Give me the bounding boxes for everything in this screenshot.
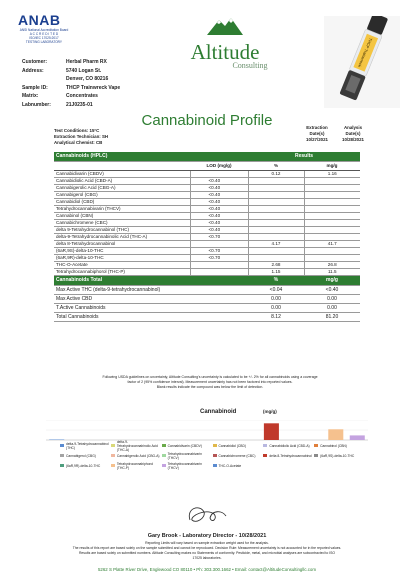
anab-line-1: ANSI National Accreditation Board (19, 28, 69, 32)
mgg-value (304, 178, 360, 185)
chart-title: Cannabinoid (200, 409, 237, 415)
legend-label: Tetrahydrocannabivarin (THCV) (167, 461, 202, 470)
legend-swatch (111, 444, 115, 447)
col-lod: LOD (mg/g) (190, 162, 248, 171)
legend-swatch (263, 444, 267, 447)
percent-value: 0.12 (248, 171, 304, 178)
product-label: THCP Trainwreck (357, 37, 374, 68)
legend-label: Cannabidiolic Acid (CBD-A) (269, 443, 310, 448)
legend-item (111, 453, 160, 458)
mgg-value: 26.8 (304, 262, 360, 269)
legend-swatch (213, 464, 217, 467)
totals-header-label: Cannabinoids Total (54, 276, 248, 286)
cannabinoid-name: delta 8-Tetrahydrocannabinol (54, 241, 190, 248)
mountain-icon (205, 14, 245, 36)
total-percent: 0.00 (248, 304, 304, 313)
table-row (54, 213, 360, 220)
extraction-label-1: Extraction (306, 125, 328, 130)
legend-swatch (162, 464, 166, 467)
total-name: Max Active CBD (54, 295, 248, 304)
table-row (54, 255, 360, 262)
lod-value: <0.40 (190, 206, 248, 213)
table-row (54, 199, 360, 206)
legend-label: THC-O-Acetate (218, 463, 242, 468)
total-name: Max Active THC (delta-9-tetrahydrocannabinol) (54, 286, 248, 295)
total-mgg: 81.20 (304, 313, 360, 322)
legend-label: Cannabigerolic Acid (CBG-A) (116, 453, 160, 458)
chart-unit: (mg/g) (263, 409, 277, 414)
disclaimer-line-1: Reporting Limits will vary based on sample extraction weight used for the analysis. (145, 541, 269, 545)
total-mgg: 0.00 (304, 295, 360, 304)
table-header-left: Cannabinoids (HPLC) (54, 152, 248, 162)
legend-item (213, 443, 262, 448)
legend-item (213, 453, 262, 458)
mgg-value (304, 185, 360, 192)
table-row (54, 220, 360, 227)
anab-line-3: ISO/IEC 17025:2017 (29, 36, 59, 40)
percent-value (248, 192, 304, 199)
analysis-label-1: Analysis (343, 125, 363, 130)
table-row (54, 185, 360, 192)
legend-label: Tetrahydrocannabivarin (THCV) (167, 451, 202, 460)
percent-value: 1.15 (248, 269, 304, 276)
legend-label: delta-9-Tetrahydrocannabinolic Acid (THC-A) (116, 439, 158, 452)
cannabinoid-name: Tetrahydrocannabivarin (THCV) (54, 206, 190, 213)
disclaimer-line-3: Results are based solely on submitted numbers. Altitude Consulting makes no Statements of conformity. Pesticide, metal, and microbial analyses are subcontracted to ISO (78, 551, 336, 555)
mgg-value: 1.16 (304, 171, 360, 178)
labnumber-value: 21J0235-01 (66, 101, 93, 108)
chart-bar (328, 429, 343, 440)
legend-swatch (314, 444, 318, 447)
legend-swatch (60, 454, 64, 457)
legend-item (263, 443, 312, 448)
lod-value (190, 241, 248, 248)
disclaimer (24, 541, 390, 561)
legend-swatch (213, 454, 217, 457)
table-row (54, 234, 360, 241)
test-temp: Test Conditions: 15°C (54, 128, 100, 133)
legend-item (60, 463, 109, 468)
total-mgg: 0.00 (304, 304, 360, 313)
table-row (54, 241, 360, 248)
matrix-label: Matrix: (22, 93, 39, 100)
legend-label: (6aR,9R)-delta-10-THC (66, 463, 101, 468)
analytical-chemist: Analytical Chemist: CB (54, 140, 103, 145)
total-percent: <0.04 (248, 286, 304, 295)
mgg-value: 41.7 (304, 241, 360, 248)
director-signature (0, 500, 414, 532)
lod-value: <0.70 (190, 248, 248, 255)
lod-value: <0.40 (190, 192, 248, 199)
legend-item (60, 443, 109, 448)
percent-value: 2.68 (248, 262, 304, 269)
cannabinoid-name: THC-O-Acetate (54, 262, 190, 269)
director-name: Gary Brook - Laboratory Director - 10/28/2021 (147, 533, 267, 539)
cannabinoid-name: Cannabichromene (CBC) (54, 220, 190, 227)
lod-value (190, 262, 248, 269)
table-row (54, 269, 360, 276)
footnote-line-2: factor of 2 (95% confidence interval). Measurement uncertainty has not been factored into reported values. (127, 380, 293, 384)
lod-value: <0.40 (190, 213, 248, 220)
lod-value: <0.40 (190, 185, 248, 192)
legend-item (111, 463, 160, 468)
col-mgg: mg/g (304, 162, 360, 171)
legend-item (213, 463, 262, 468)
mgg-value (304, 192, 360, 199)
lod-value: <0.40 (190, 220, 248, 227)
disclaimer-line-2: The results of this report are based solely on the sample submitted and cannot be reproduced. Decision Rule: Measurement uncertainty is not accounted for in the reported values. (72, 546, 342, 550)
percent-value: 4.17 (248, 241, 304, 248)
mgg-value (304, 234, 360, 241)
mgg-value (304, 213, 360, 220)
test-conditions (54, 128, 108, 146)
legend-label: Tetrahydrocannabiphorol (THC-P) (116, 461, 154, 470)
customer-label: Customer: (22, 59, 48, 65)
labnumber-label: Labnumber: (22, 101, 51, 108)
legend-label: Cannabichromene (CBC) (218, 453, 256, 458)
total-name: Total Cannabinoids (54, 313, 248, 322)
total-name: T.Active Cannabinoids (54, 304, 248, 313)
table-row (54, 178, 360, 185)
cannabinoid-results-table (54, 152, 360, 322)
lod-value (190, 269, 248, 276)
legend-swatch (263, 454, 267, 457)
legend-swatch (111, 454, 115, 457)
percent-value (248, 185, 304, 192)
legend-item (162, 443, 211, 448)
lab-address-footer: 5262 S Platte River Drive, Englewood CO 80110 • Ph: 303.300.1662 • Email: contact@AltitudeConsultingllc.com (97, 567, 317, 572)
anab-accreditation-logo (18, 12, 70, 54)
table-row (54, 206, 360, 213)
extraction-label-2: Date(s) (309, 131, 325, 136)
total-percent: 8.12 (248, 313, 304, 322)
report-title: Cannabinoid Profile (141, 112, 273, 129)
legend-swatch (162, 444, 166, 447)
col-pct: % (248, 162, 304, 171)
legend-item (162, 453, 211, 458)
anab-line-2: A C C R E D I T E D (29, 32, 59, 36)
total-percent: 0.00 (248, 295, 304, 304)
cannabinoid-name: delta 9-Tetrahydrocannabinol (THC) (54, 227, 190, 234)
table-header (54, 152, 360, 162)
mgg-value (304, 206, 360, 213)
percent-value (248, 206, 304, 213)
legend-item (162, 463, 211, 468)
totals-col-pct: % (248, 276, 304, 286)
cannabinoid-name: Cannabidivarin (CBDV) (54, 171, 190, 178)
percent-value (248, 213, 304, 220)
extraction-date: 10/27/2021 (306, 137, 328, 142)
footnote-line-1: Following USDA guidelines on uncertainty, Altitude Consulting's uncertainty is calculated to be +/- 2% for all cannabinoids using a coverage (102, 375, 318, 379)
total-mgg: <0.40 (304, 286, 360, 295)
footnote-line-3: Blank results indicate the compound was below the limit of detection. (156, 385, 264, 389)
mgg-value: 11.5 (304, 269, 360, 276)
table-row (54, 262, 360, 269)
percent-value (248, 199, 304, 206)
extraction-technician: Extraction Technician: SH (54, 134, 109, 139)
totals-row (54, 286, 360, 295)
legend-label: delta 8-Tetrahydrocannabinol (269, 453, 312, 458)
lod-value: <0.40 (190, 199, 248, 206)
cannabinoid-name: Cannabidiol (CBD) (54, 199, 190, 206)
analysis-label-2: Date(s) (345, 131, 361, 136)
mgg-value (304, 248, 360, 255)
product-cartridge-image (324, 16, 400, 108)
legend-label: Cannabidivarin (CBDV) (167, 443, 202, 448)
percent-value (248, 234, 304, 241)
customer-value: Herbal Pharm RX (66, 59, 107, 65)
sample-label: Sample ID: (22, 84, 48, 91)
legend-item (314, 453, 363, 458)
client-info (22, 58, 120, 110)
cannabinoid-name: Cannabidiolic Acid (CBD-A) (54, 178, 190, 185)
table-header-right: Results (248, 152, 360, 162)
legend-item (111, 439, 160, 452)
legend-swatch (162, 454, 166, 457)
legend-swatch (213, 444, 217, 447)
percent-value (248, 220, 304, 227)
address-line-2: Denver, CO 80216 (66, 76, 109, 83)
mgg-value (304, 227, 360, 234)
legend-label: Cannabinol (CBN) (320, 443, 347, 448)
legend-item (60, 453, 109, 458)
address-label: Address: (22, 67, 44, 74)
altitude-logo (170, 14, 280, 74)
sample-value: THCP Trainwreck Vape (66, 84, 121, 91)
extraction-dates (300, 125, 334, 143)
table-row (54, 248, 360, 255)
legend-swatch (111, 464, 115, 467)
mgg-value (304, 255, 360, 262)
legend-swatch (314, 454, 318, 457)
lod-value: <0.70 (190, 255, 248, 262)
percent-value (248, 178, 304, 185)
cannabinoid-name: delta-9-Tetrahydrocannabinolic Acid (THC-A) (54, 234, 190, 241)
cannabinoid-name: Cannabigerol (CBG) (54, 192, 190, 199)
legend-label: delta-9-Tetrahydrocannabinol (THC) (66, 441, 109, 450)
legend-label: Cannabidiol (CBD) (218, 443, 246, 448)
column-headers (54, 162, 360, 171)
totals-header (54, 276, 360, 286)
legend-item (314, 443, 363, 448)
analysis-dates (336, 125, 370, 143)
lod-value: <0.70 (190, 234, 248, 241)
legend-label: Cannabigerol (CBG) (66, 453, 96, 458)
lod-value: <0.40 (190, 227, 248, 234)
table-row (54, 192, 360, 199)
cannabinoid-bar-chart (46, 420, 368, 442)
uncertainty-footnote (60, 375, 360, 390)
address-line-1: 5740 Logan St. (66, 67, 102, 74)
chart-legend (60, 439, 365, 483)
totals-row (54, 313, 360, 322)
cannabinoid-name: Tetrahydrocannabiphorol (THC-P) (54, 269, 190, 276)
percent-value (248, 255, 304, 262)
brand-name: Altitude (190, 40, 260, 64)
chart-bar (264, 423, 279, 440)
percent-value (248, 227, 304, 234)
legend-label: (6aR,9S)-delta-10-THC (320, 453, 355, 458)
table-row (54, 171, 360, 178)
lod-value: <0.40 (190, 178, 248, 185)
table-row (54, 227, 360, 234)
mgg-value (304, 199, 360, 206)
brand-sub: Consulting (232, 61, 268, 70)
totals-row (54, 295, 360, 304)
legend-swatch (60, 464, 64, 467)
cannabinoid-name: Cannabinol (CBN) (54, 213, 190, 220)
cannabinoid-name: (6aR,9R)-delta-10-THC (54, 255, 190, 262)
anab-mark: ANAB (18, 12, 61, 28)
cannabinoid-name: (6aR,9S)-delta-10-THC (54, 248, 190, 255)
mgg-value (304, 220, 360, 227)
legend-item (263, 453, 312, 458)
percent-value (248, 248, 304, 255)
chart-bar (350, 435, 365, 440)
disclaimer-line-4: 17025 laboratories. (192, 556, 222, 560)
lod-value (190, 171, 248, 178)
anab-line-4: TESTING LABORATORY (25, 40, 63, 44)
legend-swatch (60, 444, 64, 447)
totals-col-mgg: mg/g (304, 276, 360, 286)
totals-row (54, 304, 360, 313)
matrix-value: Concentrates (66, 93, 98, 100)
analysis-date: 10/28/2021 (342, 137, 364, 142)
cannabinoid-name: Cannabigerolic Acid (CBG-A) (54, 185, 190, 192)
